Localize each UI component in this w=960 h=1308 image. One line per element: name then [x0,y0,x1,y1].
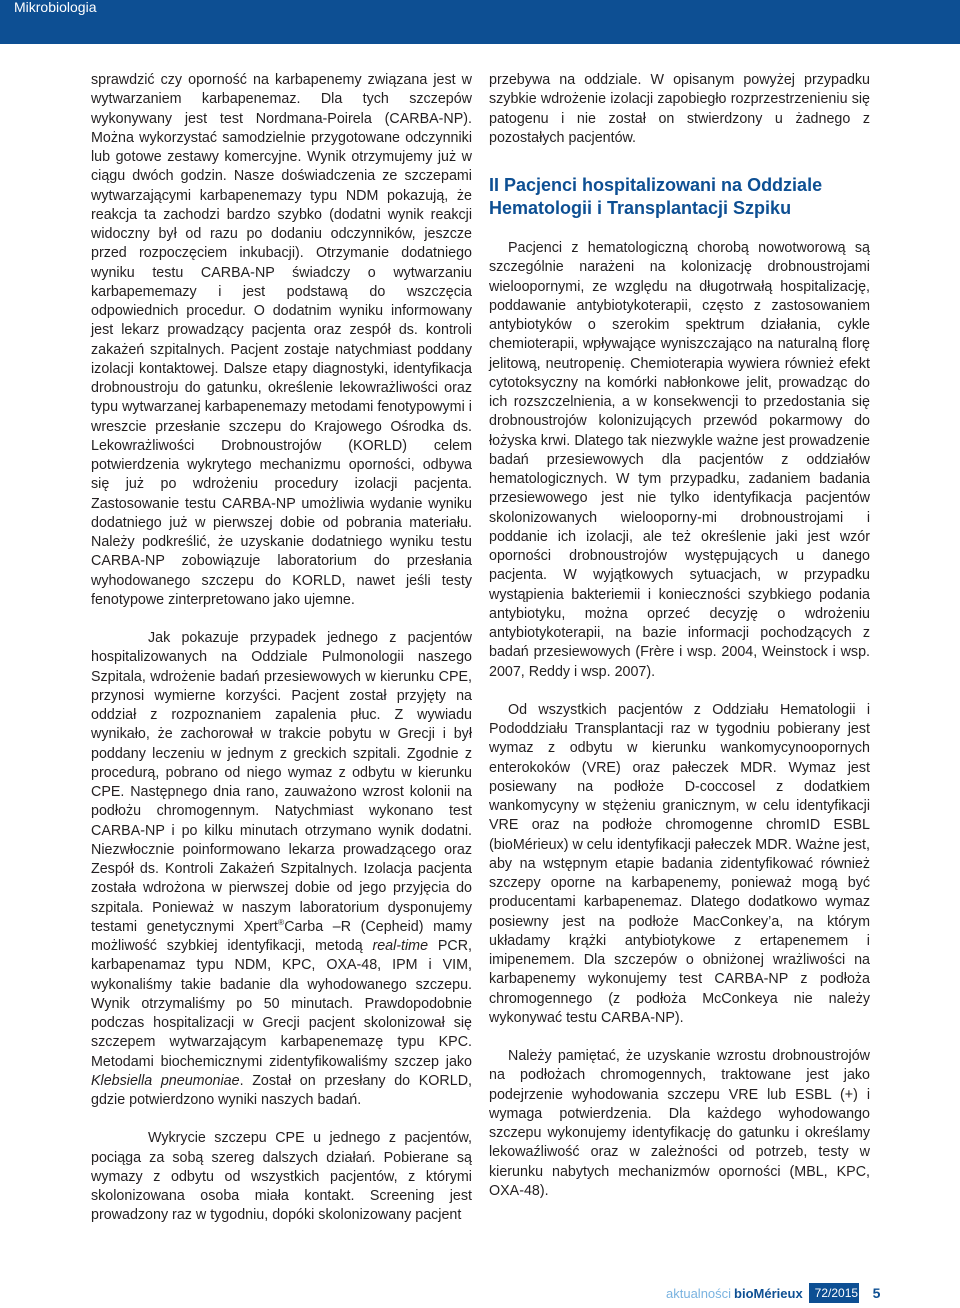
right-column [489,71,870,1201]
body-paragraph: sprawdzić czy oporność na karbapenemy związana jest w wytwarzaniem karbapenemaz. Dla tych szczepów wykonywany jest test Nordmana-Poirela (CARBA-NP). Można wykorzystać samodzielnie przygotowane odczynniki lub gotowe zestawy komercyjne. Wynik otrzymujemy już w ciągu dwóch godzin. Nasze doświadczenia ze szczepami wytwarzającymi karbapenemazy typu NDM pokazują, że reakcja ta zachodzi bardzo szybko (dodatni wynik reakcji widoczny był od razu po dodaniu odczynników, jeszcze przed rozpoczęciem inkubacji). Otrzymanie dodatniego wyniku testu CARBA-NP świadczy o wytwarzaniu karbapememazy i jest podstawą do wszczęcia odpowiednich procedur. O dodatnim wyniku informowany jest lekarz prowadzący pacjenta oraz zespół ds. kontroli zakażeń szpitalnych. Pacjent zostaje natychmiast poddany izolacji kontaktowej. Dalsze etapy diagnostyki, identyfikacja drobnoustroju do gatunku, określenie lekowrażliwości oraz typu wytwarzanej karbapenemazy metodami fenotypowymi i wreszcie przesłanie szczepu do Krajowego Ośrodka ds. Lekowrażliwości Drobnoustrojów (KORLD) celem potwierdzenia wykrytego mechanizmu oporności, odbywa się już po wdrożeniu procedury izolacji pacjenta. Zastosowanie testu CARBA-NP umożliwia wydanie wyniku dodatniego już w pierwszej dobie od pobrania materiału. Należy podkreślić, że uzyskanie dodatniego wyniku testu CARBA-NP zobowiązuje laboratorium do przesłania wyhodowanego szczepu do KORLD, nawet jeśli testy fenotypowe zinterpretowano jako ujemne. [91,72,472,608]
section-heading: II Pacjenci hospitalizowani na Oddziale Hematologii i Transplantacji Szpiku [489,175,823,218]
issue-number: 72/2015 [809,1283,859,1303]
body-paragraph: Od wszystkich pacjentów z Oddziału Hematologii i Pododdziału Transplantacji raz w tygodniu pobierany jest wymaz z odbytu w kierunku wankomycynoopornych enterokoków (VRE) oraz pałeczek MDR. Wymaz jest posiewany na podłoże D-coccosel z dodatkiem wankomycyny w stężeniu granicznym, w celu identyfikacji VRE oraz na podłoże chromogenne chromID ESBL (bioMérieux) w celu identyfikacji pałeczek MDR. Ważne jest, aby na wstępnym etapie badania zidentyfikować również szczepy oporne na karbapenemy, ponieważ mogą być producentami karbapenemaz. Dlatego dodatkowo wymaz posiewny jest na podłoże MacConkey’a, na którym układamy krążki antybiotykowe z ertapenemem i imipenemem. Dla szczepów o obniżonej wrażliwości na karbapenemy wykonujemy test CARBA-NP z podłoża chromogennego (z podłoża McConkeya nie należy wykonywać testu CARBA-NP). [489,701,870,1026]
footer-brand-name: bioMérieux [734,1285,803,1301]
closing-paragraph: Wykrycie szczepu CPE u jednego z pacjentów, pociąga za sobą szereg dalszych działań. Pobierane są wymazy z odbytu od wszystkich pacjentów, z którymi skolonizowana osoba miała kontakt. Screening jest prowadzony raz w tygodniu, dopóki skolonizowany pacjent [91,1130,472,1224]
continuation-paragraph: przebywa na oddziale. W opisanym powyżej przypadku szybkie wdrożenie izolacji zapobiegło rozprzestrzenieniu się patogenu i nie został on stwierdzony u żadnego z pozostałych pacjentów. [489,72,870,146]
header-bar [0,0,960,44]
body-paragraph: Należy pamiętać, że uzyskanie wzrostu drobnoustrojów na podłożach chromogennych, traktowane jest jako podejrzenie wyhodowania szczepu VRE lub ESBL (+) i wymaga potwierdzenia. Dla każdego wyhodowango szczepu wykonujemy identyfikację do gatunku i określamy lekowaźliwość oraz w zależności od potrzeb, testy w kierunku nabytych mechanizmów oporności (MBL, KPC, OXA-48). [489,1048,870,1199]
body-paragraph: Pacjenci z hematologiczną chorobą nowotworową są szczególnie narażeni na kolonizację drobnoustrojami wieloopornymi, ze względu na długotrwałą hospitalizację, poddawanie antybiotykoterapii, często z zastosowaniem antybiotyków o szerokim spektrum działania, cykle chemioterapii, wpływające wyniszczająco na naturalną florę jelitową, neutropenię. Chemioterapia wywiera również efekt cytotoksyczny na komórki nabłonkowe jelit, prowadząc do ich rozszczelnienia, a w konsekwencji to przedostania się drobnoustrojów kolonizujących przewód pokarmowy do łożyska krwi. Dlatego tak niezwykle ważne jest prowadzenie badań przesiewowych dla pacjentów z oddziałów hematologicznych. W tym przypadku, zadaniem badania przesiewowego jest nie tylko identyfikacja pacjentów skolonizowanych wielooporny-mi drobnoustrojami i poddanie ich izolacji, ale też określenie jaki jest wzór oporności drobnoustrojów występujących u danego pacjenta. W wyjątkowych sytuacjach, w przypadku wystąpienia bakteriemii i konieczności szybkiego podania antybiotyku, można oprzeć decyzję o wdrożeniu antybiotykoterapii, na bazie informacji pochodzących z badań przesiewowych (Frère i wsp. 2004, Weinstock i wsp. 2007, Reddy i wsp. 2007). [489,240,870,680]
left-column [91,71,472,1226]
case-paragraph: Jak pokazuje przypadek jednego z pacjentów hospitalizowanych na Oddziale Pulmonologii naszego Szpitala, wdrożenie badań przesiewowych w kierunku CPE, przynosi wymierne korzyści. Pacjent został przyjęty na oddział z rozpoznaniem zapalenia płuc. Z wywiadu wynikało, że zachorował w trakcie pobytu w Grecji i był poddany leczeniu w jednym z greckich szpitali. Zgodnie z procedurą, pobrano od niego wymaz z odbytu w kierunku CPE. Następnego dnia rano, zauważono wzrost kolonii na podłożu chromogennym. Natychmiast wykonano test CARBA-NP i po kilku minutach otrzymano wynik dodatni. Niezwłocznie poinformowano lekarza prowadzącego oraz Zespół ds. Kontroli Zakażeń Szpitalnych. Izolacja pacjenta została wdrożona w pierwszej dobie od jego przyjęcia do szpitala. Ponieważ w naszym laboratorium dysponujemy testami genetycznymi Xpert®Carba –R (Cepheid) mamy możliwość szybkiej identyfikacji, metodą real-time PCR, karbapenamaz typu NDM, KPC, OXA-48, IPM i VIM, wykonaliśmy takie badanie dla wyhodowanego szczepu. Wynik otrzymaliśmy po 50 minutach. Prawdopodobnie podczas hospitalizacji w Grecji pacjent skolonizował się szczepem wytwarzającym karbapenemazę typu KPC. Metodami biochemicznymi zidentyfikowaliśmy szczep jako Klebsiella pneumoniae. Został on przesłany do KORLD, gdzie potwierdzono wyniki naszych badań. [91,630,472,1108]
page-number: 5 [872,1285,881,1301]
section-title: Mikrobiologia [14,0,97,15]
footer [666,1283,880,1303]
footer-brand-label: aktualności [666,1285,732,1301]
